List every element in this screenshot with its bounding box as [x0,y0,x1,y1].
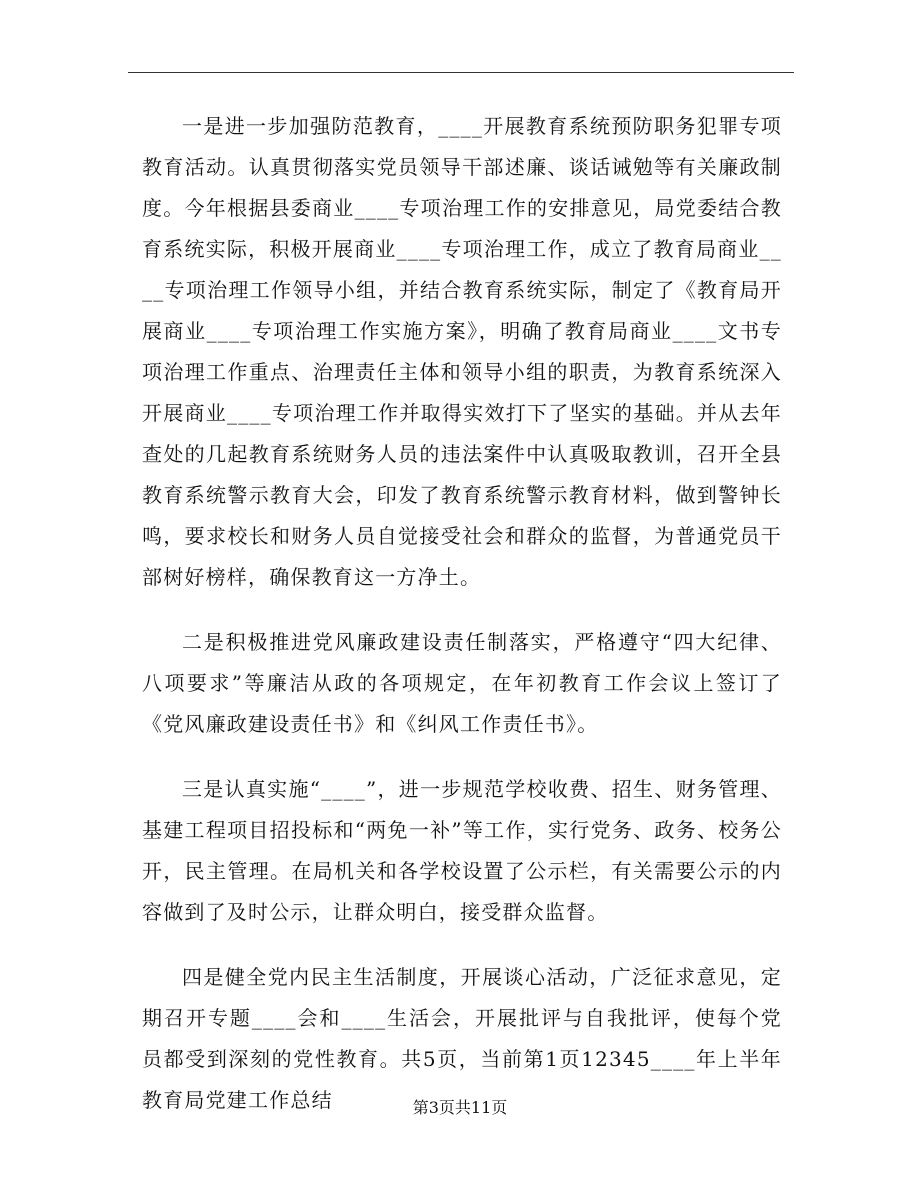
paragraph-1: 一是进一步加强防范教育，____开展教育系统预防职务犯罪专项教育活动。认真贯彻落实党员领导干部述廉、谈话诫勉等有关廉政制度。今年根据县委商业____专项治理工作的安排意见，局党委结合教育系统实际，积极开展商业____专项治理工作，成立了教育局商业____专项治理工作领导小组，并结合教育系统实际，制定了《教育局开展商业____专项治理工作实施方案》，明确了教育局商业____文书专项治理工作重点、治理责任主体和领导小组的职责，为教育系统深入开展商业____专项治理工作并取得实效打下了坚实的基础。并从去年查处的几起教育系统财务人员的违法案件中认真吸取教训，召开全县教育系统警示教育大会，印发了教育系统警示教育材料，做到警钟长鸣，要求校长和财务人员自觉接受社会和群众的监督，为普通党员干部树好榜样，确保教育这一方净土。 [142,114,782,589]
document-body [142,106,782,1145]
header-rule [128,72,794,73]
paragraph-3: 三是认真实施“____”，进一步规范学校收费、招生、财务管理、基建工程项目招投标和“两免一补”等工作，实行党务、政务、校务公开，民主管理。在局机关和各学校设置了公示栏，有关需要公示的内容做到了及时公示，让群众明白，接受群众监督。 [142,777,782,924]
page-footer: 第3页共11页 [412,1098,508,1117]
paragraph-2: 二是积极推进党风廉政建设责任制落实，严格遵守“四大纪律、八项要求”等廉洁从政的各项规定，在年初教育工作会议上签订了《党风廉政建设责任书》和《纠风工作责任书》。 [142,630,782,736]
paragraph-4: 四是健全党内民主生活制度，开展谈心活动，广泛征求意见，定期召开专题____会和____生活会，开展批评与自我批评，使每个党员都受到深刻的党性教育。共5页，当前第1页12345____年上半年教育局党建工作总结 [142,965,782,1112]
